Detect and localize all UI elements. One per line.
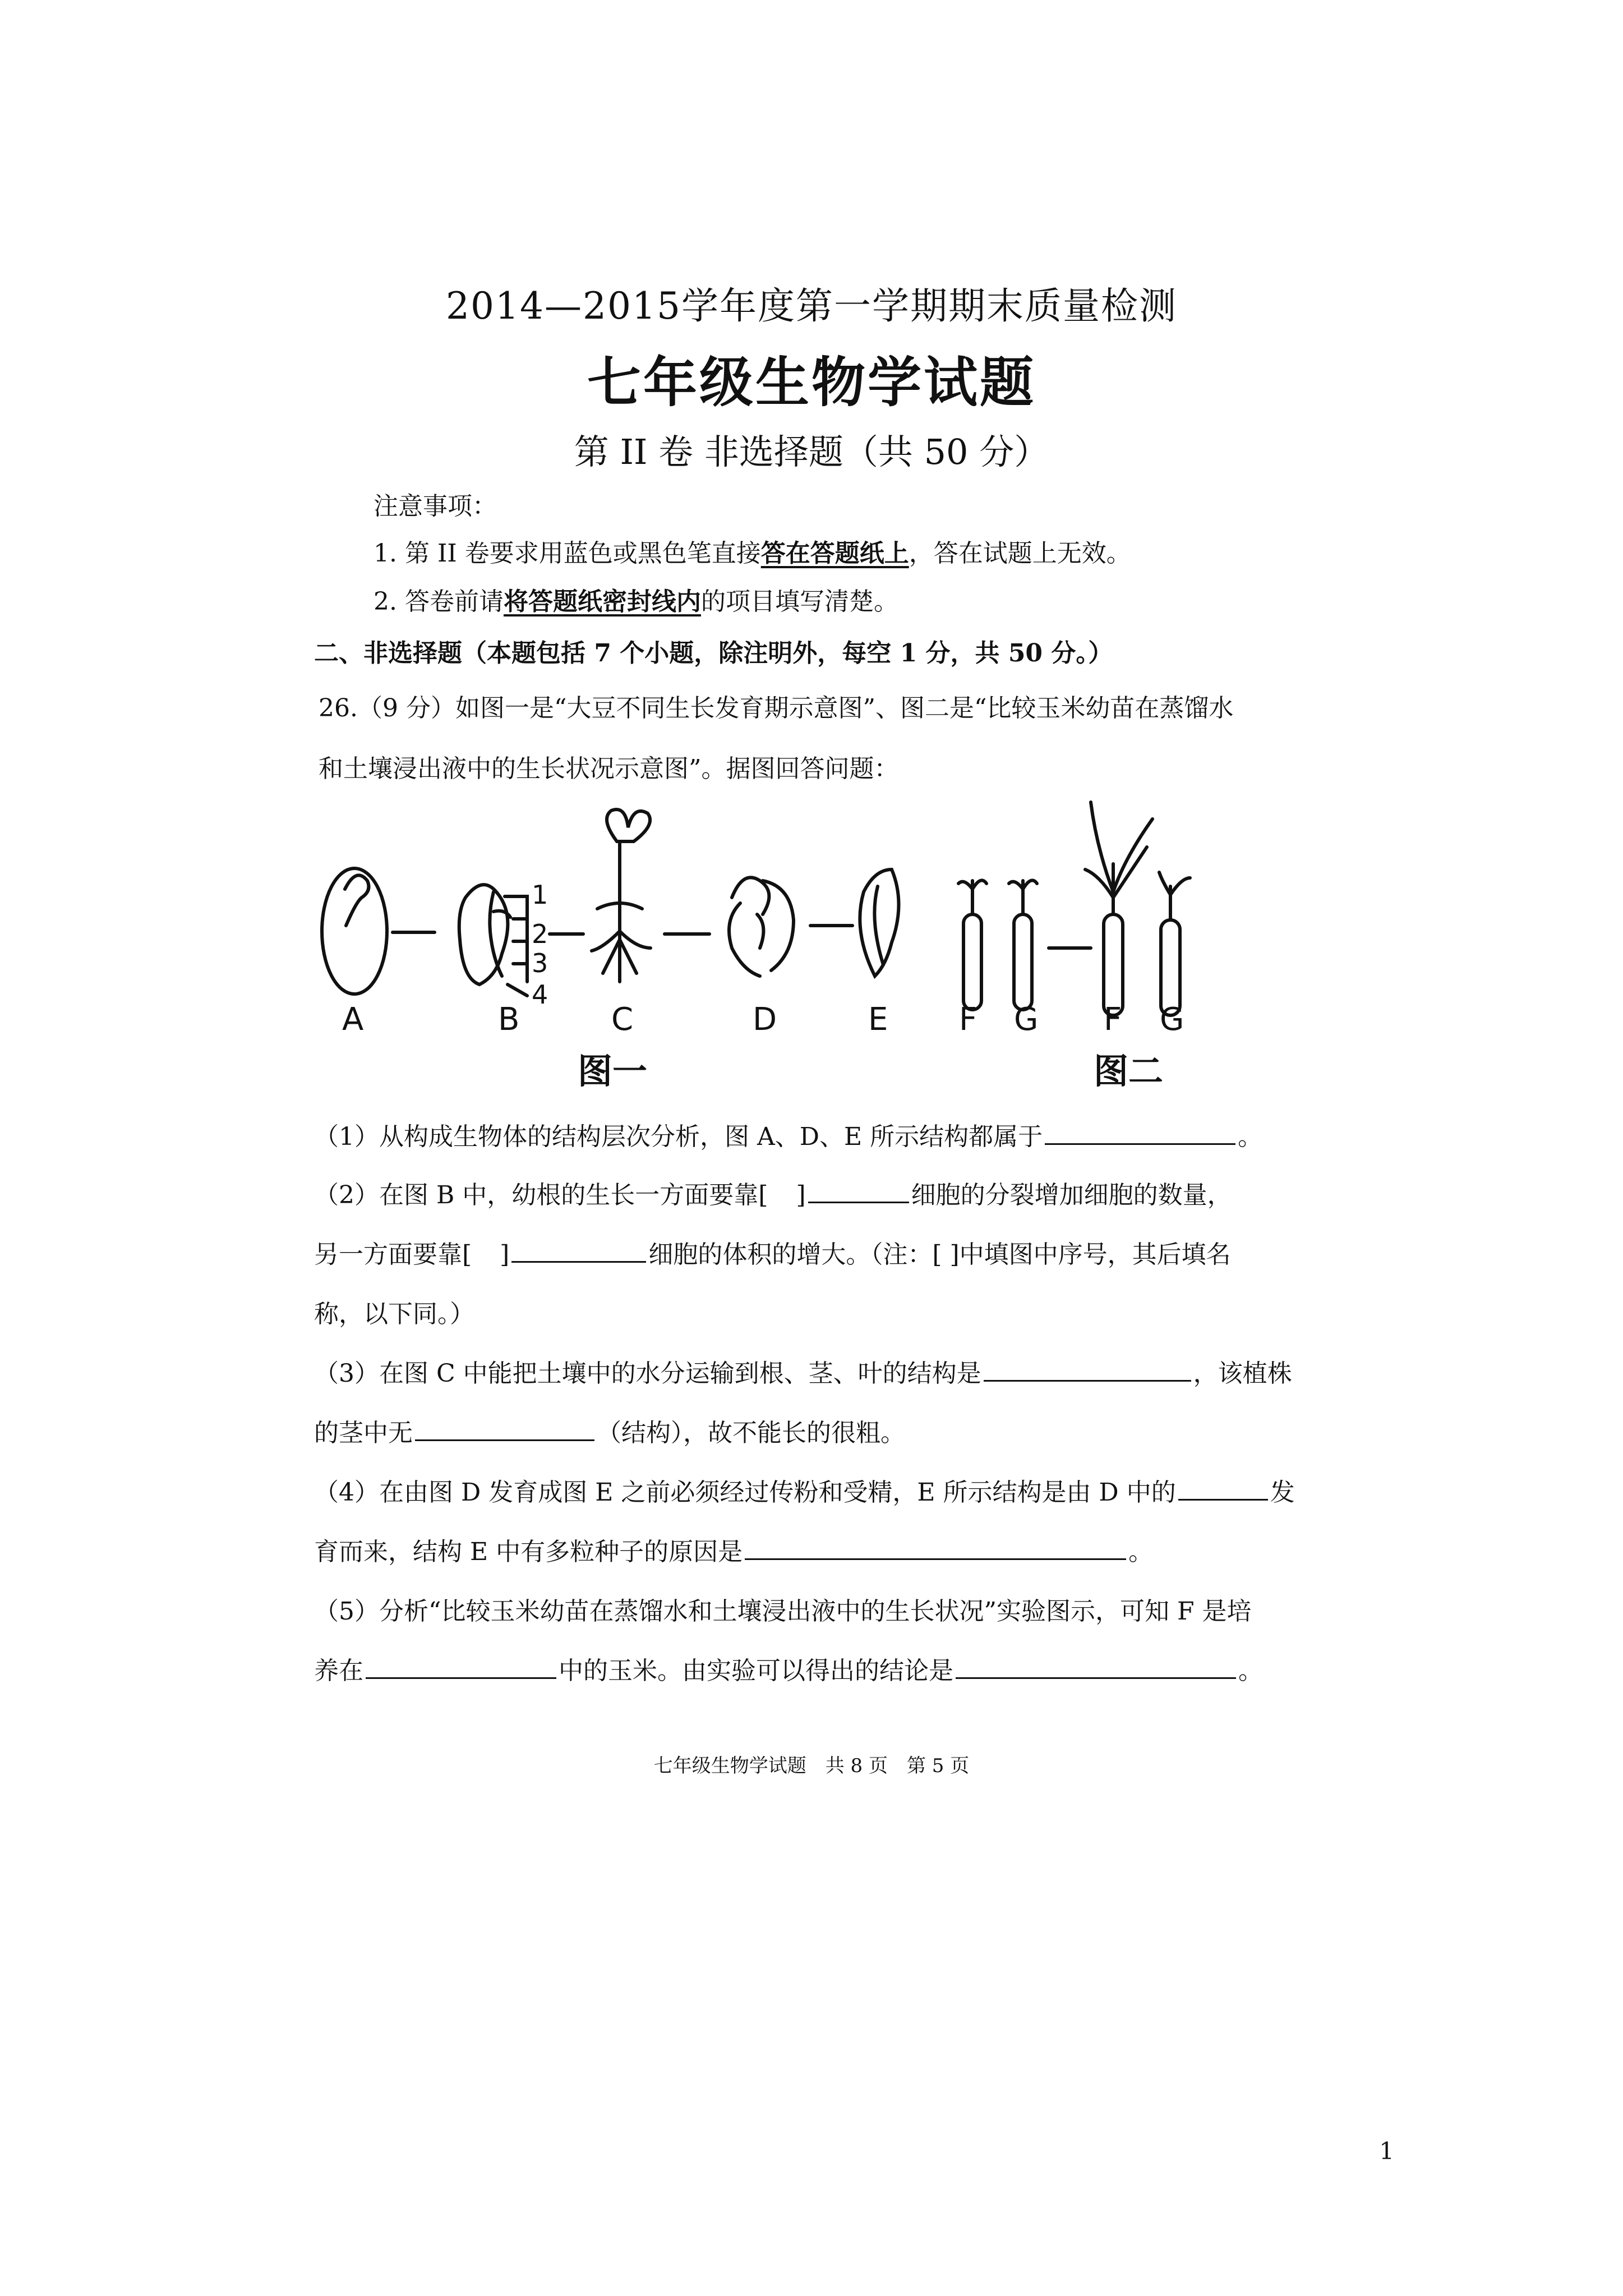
seed-b-drawing bbox=[459, 885, 527, 996]
answer-blank-2a[interactable] bbox=[808, 1181, 909, 1203]
question-1-end: 。 bbox=[1238, 1122, 1263, 1151]
question-5-text-b: 养在 bbox=[314, 1657, 363, 1685]
seedling-c-drawing bbox=[592, 809, 651, 982]
question-3-text-c: 的茎中无 bbox=[314, 1419, 413, 1447]
notes-item-1 bbox=[374, 533, 1131, 569]
question-4-line-1 bbox=[314, 1472, 1295, 1508]
notes-item-1-emphasis: 答在答题纸上 bbox=[760, 539, 909, 568]
question-2-line-1 bbox=[314, 1175, 1232, 1211]
tube-f1-drawing bbox=[958, 880, 986, 1010]
notes-item-1-text: 1. 第 II 卷要求用蓝色或黑色笔直接 bbox=[374, 539, 761, 568]
question-26-line-1: 26.（9 分）如图一是“大豆不同生长发育期示意图”、图二是“比较玉米幼苗在蒸馏水 bbox=[319, 694, 1234, 723]
figure1-label-a: A bbox=[342, 1001, 364, 1038]
figure2-label-g1: G bbox=[1014, 1001, 1039, 1038]
question-1 bbox=[314, 1116, 1262, 1152]
question-1-text: （1）从构成生物体的结构层次分析，图 A、D、E 所示结构都属于 bbox=[314, 1122, 1043, 1151]
question-5-line-2 bbox=[314, 1650, 1263, 1686]
question-2-text-c: 细胞的分裂增加细胞的数量， bbox=[911, 1181, 1232, 1209]
question-3-text-b: ，该植株 bbox=[1193, 1359, 1292, 1388]
question-4-text-c: 育而来，结构 E 中有多粒种子的原因是 bbox=[314, 1538, 743, 1566]
question-5-text-d: 。 bbox=[1238, 1657, 1263, 1685]
notes-item-2-emphasis: 将答题纸密封线内 bbox=[503, 587, 701, 616]
notes-item-2 bbox=[374, 581, 898, 617]
tube-g2-drawing bbox=[1159, 872, 1190, 1015]
question-5-line-1: （5）分析“比较玉米幼苗在蒸馏水和土壤浸出液中的生长状况”实验图示，可知 F 是培 bbox=[314, 1597, 1252, 1626]
notes-title: 注意事项： bbox=[374, 492, 497, 521]
figure1-caption: 图一 bbox=[578, 1051, 648, 1092]
notes-item-1-tail: ，答在试题上无效。 bbox=[909, 539, 1131, 568]
section-heading: 二、非选择题（本题包括 7 个小题，除注明外，每空 1 分，共 50 分。） bbox=[314, 639, 1113, 668]
figure1-number-4: 4 bbox=[532, 979, 548, 1010]
question-2-text-e: ] bbox=[500, 1240, 510, 1269]
question-2-line-2 bbox=[314, 1234, 1231, 1270]
tube-g1-drawing bbox=[1009, 880, 1037, 1010]
exam-section-title: 第 II 卷 非选择题（共 50 分） bbox=[574, 431, 1049, 472]
answer-blank-4b[interactable] bbox=[745, 1538, 1126, 1560]
question-4-text-d: 。 bbox=[1128, 1538, 1154, 1566]
question-3-line-1 bbox=[314, 1353, 1292, 1389]
question-5-text-c: 中的玉米。由实验可以得出的结论是 bbox=[559, 1657, 953, 1685]
question-4-line-2 bbox=[314, 1531, 1153, 1567]
page-footer: 七年级生物学试题 共 8 页 第 5 页 bbox=[653, 1755, 970, 1777]
figures bbox=[314, 769, 1312, 1105]
question-2-text-f: 细胞的体积的增大。（注：[ ]中填图中序号，其后填名 bbox=[648, 1240, 1231, 1269]
figure2-label-g2: G bbox=[1160, 1001, 1184, 1038]
exam-subject-title: 七年级生物学试题 bbox=[587, 351, 1036, 414]
figure1-number-3: 3 bbox=[532, 948, 548, 978]
notes-item-2-tail: 的项目填写清楚。 bbox=[700, 587, 898, 616]
notes-item-2-text: 2. 答卷前请 bbox=[374, 587, 504, 616]
question-3-text-d: （结构），故不能长的很粗。 bbox=[597, 1419, 905, 1447]
answer-blank-3a[interactable] bbox=[984, 1360, 1191, 1382]
question-4-text-b: 发 bbox=[1270, 1478, 1295, 1507]
answer-blank-3b[interactable] bbox=[415, 1419, 594, 1441]
question-2-text-a: （2）在图 B 中，幼根的生长一方面要靠[ bbox=[314, 1181, 768, 1209]
figure1-label-d: D bbox=[753, 1001, 777, 1038]
question-2-text-d: 另一方面要靠[ bbox=[314, 1240, 472, 1269]
tube-f2-drawing bbox=[1085, 802, 1152, 1015]
answer-blank-5b[interactable] bbox=[956, 1657, 1236, 1679]
question-4-text-a: （4）在由图 D 发育成图 E 之前必须经过传粉和受精，E 所示结构是由 D 中的 bbox=[314, 1478, 1176, 1507]
question-3-text-a: （3）在图 C 中能把土壤中的水分运输到根、茎、叶的结构是 bbox=[314, 1359, 981, 1388]
question-2-line-3: 称，以下同。） bbox=[314, 1300, 474, 1328]
figure2-label-f1: F bbox=[959, 1001, 978, 1038]
flower-d-drawing bbox=[729, 877, 794, 976]
figure1-number-2: 2 bbox=[532, 919, 548, 949]
answer-blank-1[interactable] bbox=[1045, 1123, 1235, 1145]
figure1-number-1: 1 bbox=[532, 880, 548, 910]
question-3-line-2 bbox=[314, 1412, 905, 1448]
question-26-line-2: 和土壤浸出液中的生长状况示意图”。据图回答问题： bbox=[319, 754, 899, 783]
figure1-label-b: B bbox=[498, 1001, 520, 1038]
figure1-label-e: E bbox=[868, 1001, 888, 1038]
answer-blank-4a[interactable] bbox=[1178, 1479, 1268, 1501]
exam-period-title: 2014—2015学年度第一学期期末质量检测 bbox=[446, 284, 1177, 328]
page-number: 1 bbox=[1379, 2137, 1394, 2165]
figure2-label-f2: F bbox=[1104, 1001, 1122, 1038]
pod-e-drawing bbox=[860, 869, 898, 976]
seed-a-drawing bbox=[322, 868, 387, 994]
figure2-caption: 图二 bbox=[1094, 1051, 1164, 1092]
answer-blank-5a[interactable] bbox=[366, 1657, 556, 1679]
question-2-text-b: ] bbox=[796, 1181, 806, 1209]
figure1-label-c: C bbox=[611, 1001, 634, 1038]
answer-blank-2b[interactable] bbox=[511, 1241, 646, 1263]
